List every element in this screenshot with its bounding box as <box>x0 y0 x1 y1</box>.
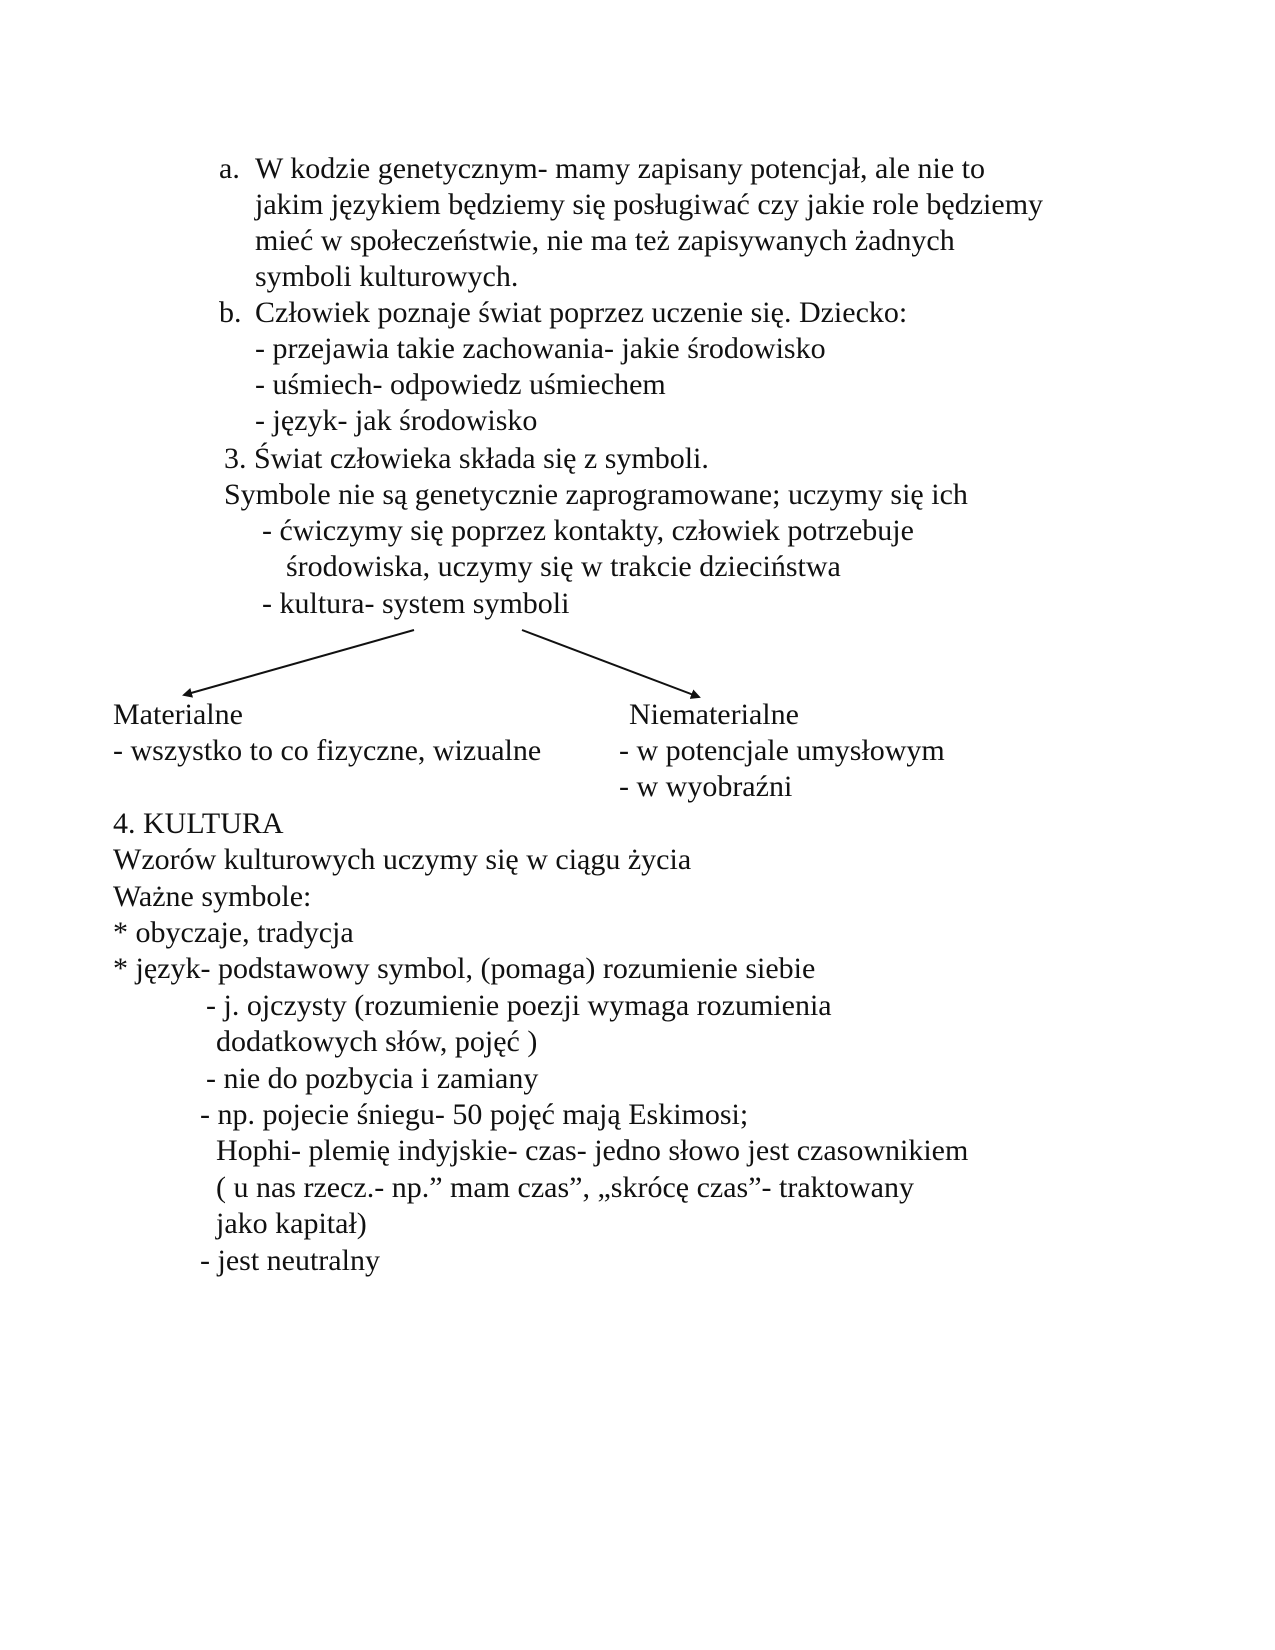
section-4-line: Ważne symbole: <box>113 880 312 913</box>
section-4-sub: - np. pojecie śniegu- 50 pojęć mają Eskimosi; <box>200 1098 749 1131</box>
arrow-to-materialne <box>184 630 414 695</box>
niematerialne-item: - w wyobraźni <box>619 770 793 803</box>
section-4-line: Wzorów kulturowych uczymy się w ciągu życia <box>113 843 692 876</box>
section-4-sub: ( u nas rzecz.- np.” mam czas”, „skrócę czas”- traktowany <box>216 1171 914 1204</box>
list-marker-b: b. <box>219 296 242 329</box>
section-4-sub: - nie do pozbycia i zamiany <box>206 1062 539 1095</box>
section-4-bullet: * obyczaje, tradycja <box>113 916 354 949</box>
section-a-line: W kodzie genetycznym- mamy zapisany potencjał, ale nie to <box>255 152 986 185</box>
niematerialne-title: Niematerialne <box>629 698 799 731</box>
materialne-item: - wszystko to co fizyczne, wizualne <box>113 734 542 767</box>
section-3-item: - ćwiczymy się poprzez kontakty, człowiek potrzebuje <box>262 514 914 547</box>
niematerialne-item: - w potencjale umysłowym <box>619 734 945 767</box>
section-a-line: symboli kulturowych. <box>255 260 519 293</box>
section-3-heading: 3. Świat człowieka składa się z symboli. <box>224 442 709 475</box>
section-b-item: - uśmiech- odpowiedz uśmiechem <box>255 368 666 401</box>
section-4-sub: jako kapitał) <box>216 1207 367 1240</box>
list-marker-a: a. <box>219 152 240 185</box>
section-3-text: Symbole nie są genetycznie zaprogramowane; uczymy się ich <box>224 478 968 511</box>
section-a-line: mieć w społeczeństwie, nie ma też zapisywanych żadnych <box>255 224 955 257</box>
materialne-title: Materialne <box>113 698 243 731</box>
section-b-item: - język- jak środowisko <box>255 404 538 437</box>
section-4-bullet: * język- podstawowy symbol, (pomaga) rozumienie siebie <box>113 952 816 985</box>
section-3-item: - kultura- system symboli <box>262 587 570 620</box>
arrow-to-niematerialne <box>522 630 699 697</box>
section-4-sub: Hophi- plemię indyjskie- czas- jedno słowo jest czasownikiem <box>216 1134 969 1167</box>
section-b-lead: Człowiek poznaje świat poprzez uczenie się. Dziecko: <box>255 296 908 329</box>
section-4-heading: 4. KULTURA <box>113 807 284 840</box>
section-b-item: - przejawia takie zachowania- jakie środowisko <box>255 332 826 365</box>
section-a-line: jakim językiem będziemy się posługiwać czy jakie role będziemy <box>255 188 1044 221</box>
section-4-sub: - j. ojczysty (rozumienie poezji wymaga rozumienia <box>206 989 832 1022</box>
section-3-item: środowiska, uczymy się w trakcie dzieciństwa <box>286 550 841 583</box>
section-4-sub: dodatkowych słów, pojęć ) <box>216 1025 538 1058</box>
section-4-sub: - jest neutralny <box>200 1244 380 1277</box>
